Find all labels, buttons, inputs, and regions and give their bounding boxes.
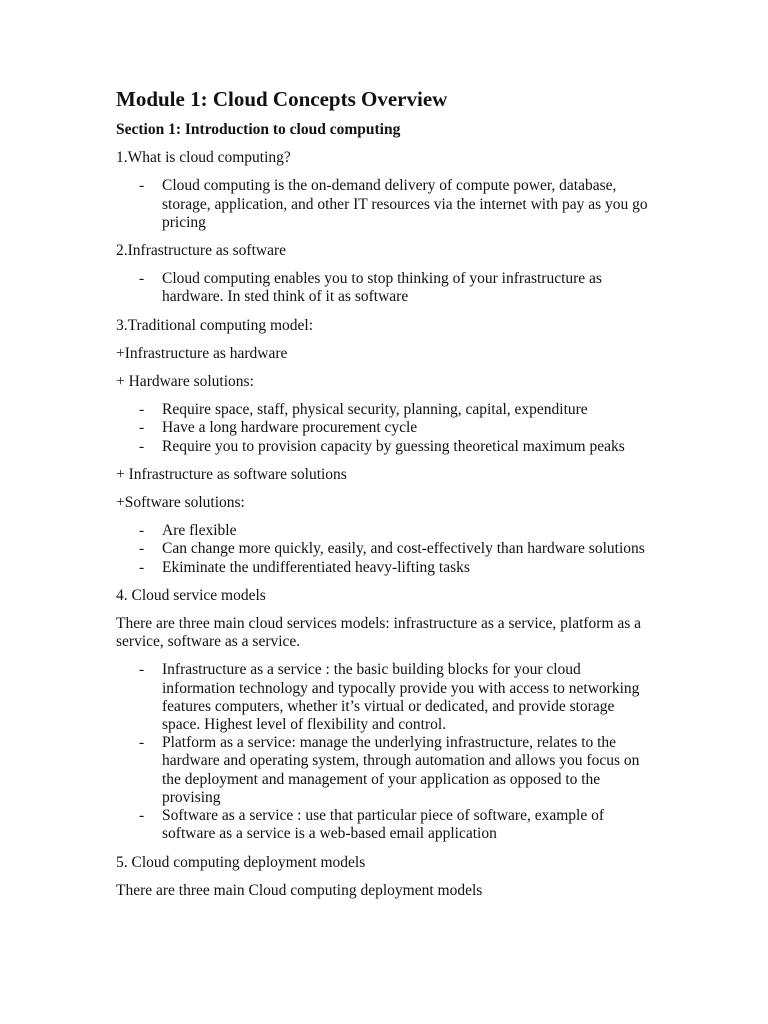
q1-heading: 1.What is cloud computing? <box>116 149 291 167</box>
bullet-dash: - <box>139 401 145 419</box>
section-title: Section 1: Introduction to cloud computing <box>116 121 401 138</box>
list-item-text: Have a long hardware procurement cycle <box>162 419 418 437</box>
list-item-text: Cloud computing is the on-demand delivery of compute power, database, storage, application, and other IT resources via the internet with pay as you go pricing <box>162 177 648 231</box>
list-item-text: Are flexible <box>162 522 237 540</box>
list-item <box>116 734 656 807</box>
bullet-dash: - <box>139 437 145 455</box>
list-item-text: Can change more quickly, easily, and cost-effectively than hardware solutions <box>162 540 645 558</box>
q5-heading: 5. Cloud computing deployment models <box>116 853 366 871</box>
page-title: Module 1: Cloud Concepts Overview <box>116 87 448 111</box>
list-item-text: Require space, staff, physical security, planning, capital, expenditure <box>162 401 588 419</box>
bullet-dash: - <box>139 661 145 679</box>
list-item <box>116 559 656 577</box>
list-item-text: Software as a service : use that particular piece of software, example of software as a service is a web-based email application <box>162 807 604 843</box>
q3-line-software-solutions: +Software solutions: <box>116 494 245 512</box>
bullet-dash: - <box>139 177 145 195</box>
list-item-text: Infrastructure as a service : the basic building blocks for your cloud information technology and typocally provide you with access to networking features computers, whether it’s virtual or dedicated, and provide storage space. Highest level of flexibility and control. <box>162 661 640 734</box>
bullet-dash: - <box>139 734 145 752</box>
list-item <box>116 540 656 558</box>
bullet-dash: - <box>139 522 145 540</box>
q4-intro: There are three main cloud services models: infrastructure as a service, platform as a service, software as a service. <box>116 615 642 651</box>
bullet-dash: - <box>139 558 145 576</box>
list-item <box>116 522 656 540</box>
q3-line-infra-hardware: +Infrastructure as hardware <box>116 344 288 362</box>
list-item-text: Ekiminate the undifferentiated heavy-lifting tasks <box>162 558 470 576</box>
document-page <box>116 86 656 910</box>
service-models-list <box>116 661 656 843</box>
list-item <box>116 419 656 437</box>
list-item-text: Cloud computing enables you to stop thinking of your infrastructure as hardware. In sted think of it as software <box>162 270 602 306</box>
bullet-dash: - <box>139 270 145 288</box>
q3-heading: 3.Traditional computing model: <box>116 316 314 334</box>
q2-heading: 2.Infrastructure as software <box>116 242 286 260</box>
q3-line-infra-software: + Infrastructure as software solutions <box>116 465 347 483</box>
q2-list <box>116 270 656 306</box>
list-item <box>116 177 656 232</box>
bullet-dash: - <box>139 540 145 558</box>
list-item <box>116 661 656 734</box>
q4-heading: 4. Cloud service models <box>116 586 266 604</box>
q3-line-hardware-solutions: + Hardware solutions: <box>116 373 254 391</box>
list-item <box>116 401 656 419</box>
list-item-text: Platform as a service: manage the underlying infrastructure, relates to the hardware and operating system, through automation and allows you focus on the deployment and management of your application as opposed to the provising <box>162 734 640 806</box>
q5-intro: There are three main Cloud computing deployment models <box>116 881 483 899</box>
list-item-text: Require you to provision capacity by guessing theoretical maximum peaks <box>162 437 625 455</box>
list-item <box>116 807 656 843</box>
list-item <box>116 438 656 456</box>
bullet-dash: - <box>139 419 145 437</box>
q1-list <box>116 177 656 232</box>
hardware-list <box>116 401 656 456</box>
software-list <box>116 522 656 577</box>
bullet-dash: - <box>139 807 145 825</box>
list-item <box>116 270 656 306</box>
